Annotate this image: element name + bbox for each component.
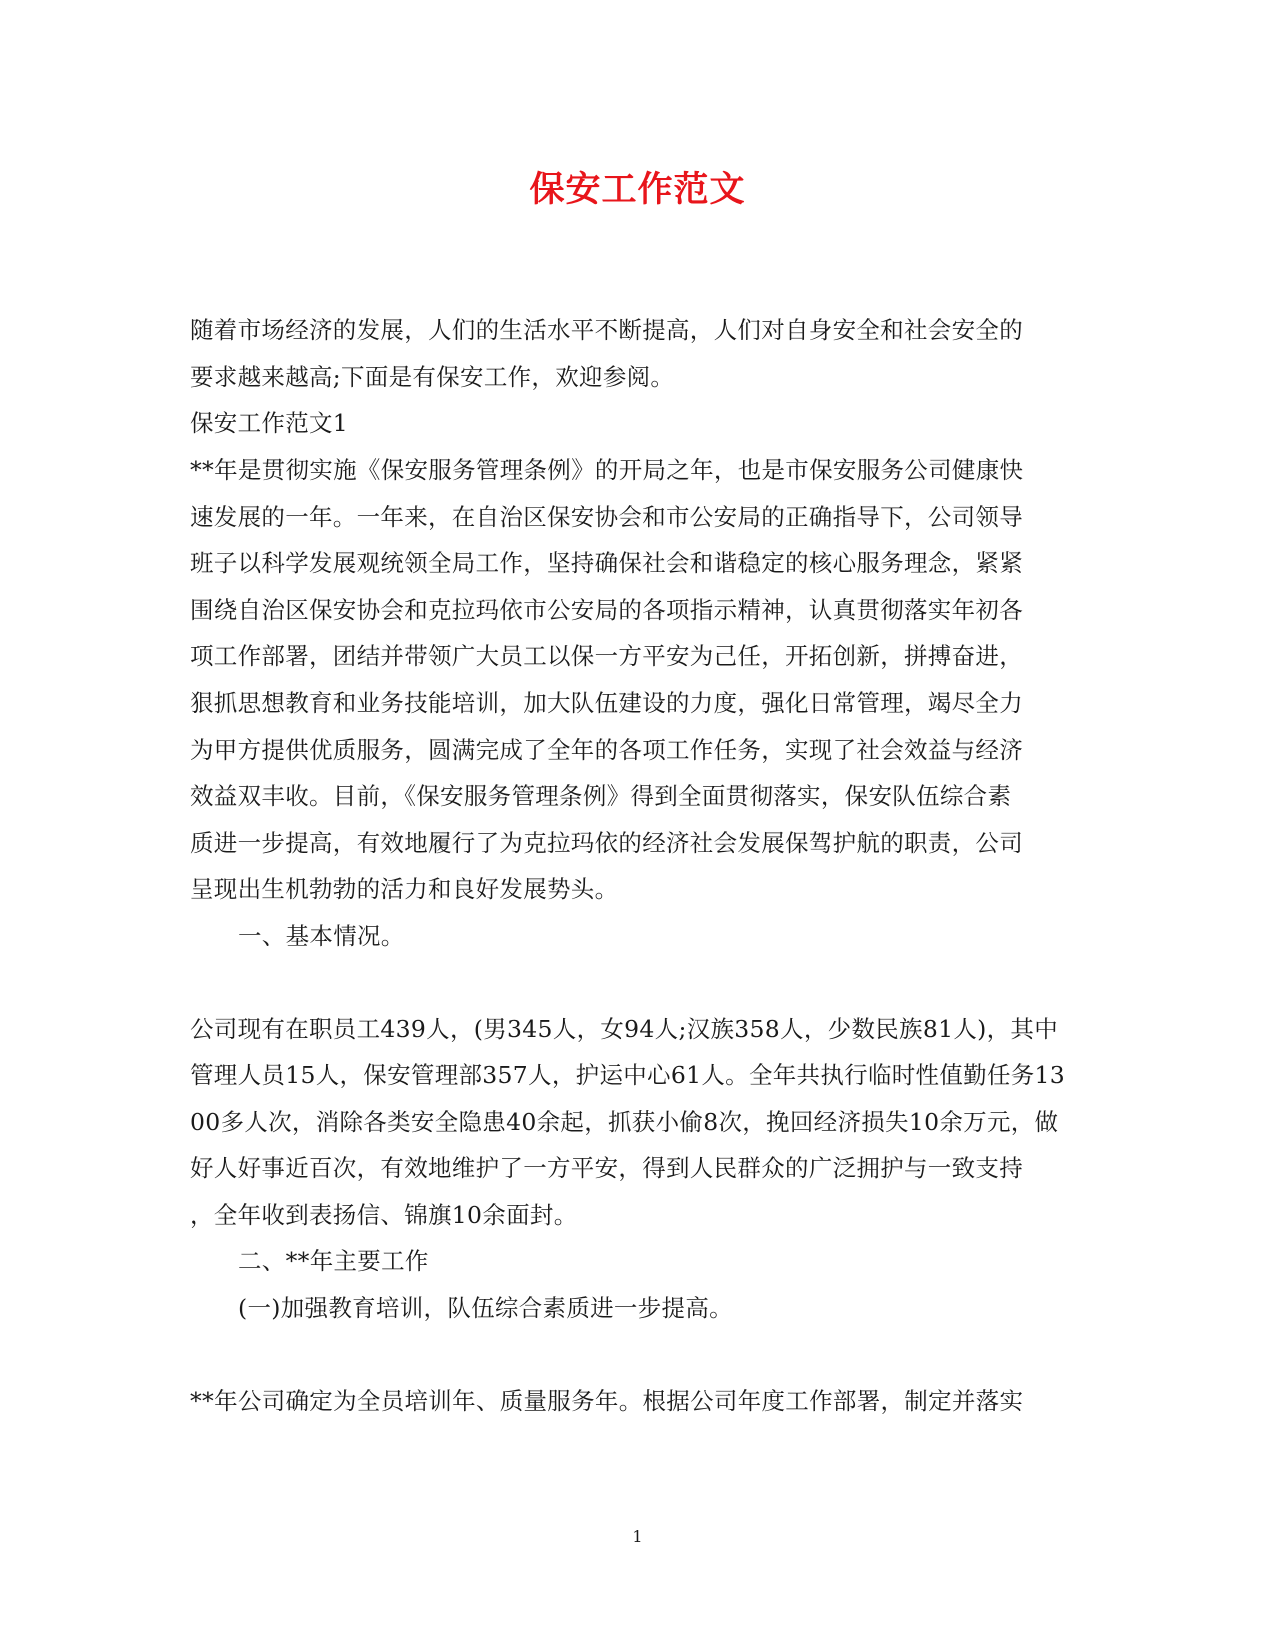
paragraph-line: ，全年收到表扬信、锦旗10余面封。 (190, 1201, 578, 1229)
paragraph-line: 呈现出生机勃勃的活力和良好发展势头。 (190, 875, 619, 903)
document-title: 保安工作范文 (529, 169, 746, 210)
paragraph-line: 班子以科学发展观统领全局工作，坚持确保社会和谐稳定的核心服务理念，紧紧 (190, 549, 1023, 577)
page-number: 1 (632, 1527, 643, 1546)
paragraph-line: 管理人员15人，保安管理部357人，护运中心61人。全年共执行临时性值勤任务13 (190, 1061, 1066, 1089)
paragraph-line: 效益双丰收。目前，《保安服务管理条例》得到全面贯彻落实，保安队伍综合素 (190, 782, 1012, 810)
subsection-heading: (一)加强教育培训，队伍综合素质进一步提高。 (238, 1294, 733, 1322)
paragraph-line: **年是贯彻实施《保安服务管理条例》的开局之年，也是市保安服务公司健康快 (190, 456, 1024, 484)
paragraph-line: 公司现有在职员工439人，(男345人，女94人;汉族358人，少数民族81人)，其中 (190, 1015, 1059, 1043)
paragraph-line: 速发展的一年。一年来，在自治区保安协会和市公安局的正确指导下，公司领导 (190, 503, 1023, 531)
section-heading: 保安工作范文1 (190, 409, 349, 437)
section-heading: 一、基本情况。 (238, 922, 405, 950)
paragraph-line: 围绕自治区保安协会和克拉玛依市公安局的各项指示精神，认真贯彻落实年初各 (190, 596, 1023, 624)
paragraph-line: 质进一步提高，有效地履行了为克拉玛依的经济社会发展保驾护航的职责，公司 (190, 829, 1023, 857)
paragraph-line: 为甲方提供优质服务，圆满完成了全年的各项工作任务，实现了社会效益与经济 (190, 736, 1023, 764)
section-heading: 二、**年主要工作 (238, 1247, 429, 1275)
paragraph-line: 随着市场经济的发展，人们的生活水平不断提高，人们对自身安全和社会安全的 (190, 316, 1023, 344)
paragraph-line: 好人好事近百次，有效地维护了一方平安，得到人民群众的广泛拥护与一致支持 (190, 1154, 1023, 1182)
paragraph-line: **年公司确定为全员培训年、质量服务年。根据公司年度工作部署，制定并落实 (190, 1387, 1024, 1415)
paragraph-line: 项工作部署，团结并带领广大员工以保一方平安为己任，开拓创新，拼搏奋进， (190, 642, 1023, 670)
paragraph-line: 要求越来越高;下面是有保安工作，欢迎参阅。 (190, 363, 675, 391)
paragraph-line: 狠抓思想教育和业务技能培训，加大队伍建设的力度，强化日常管理，竭尽全力 (190, 689, 1023, 717)
paragraph-line: 00多人次，消除各类安全隐患40余起，抓获小偷8次，挽回经济损失10余万元，做 (190, 1108, 1059, 1136)
